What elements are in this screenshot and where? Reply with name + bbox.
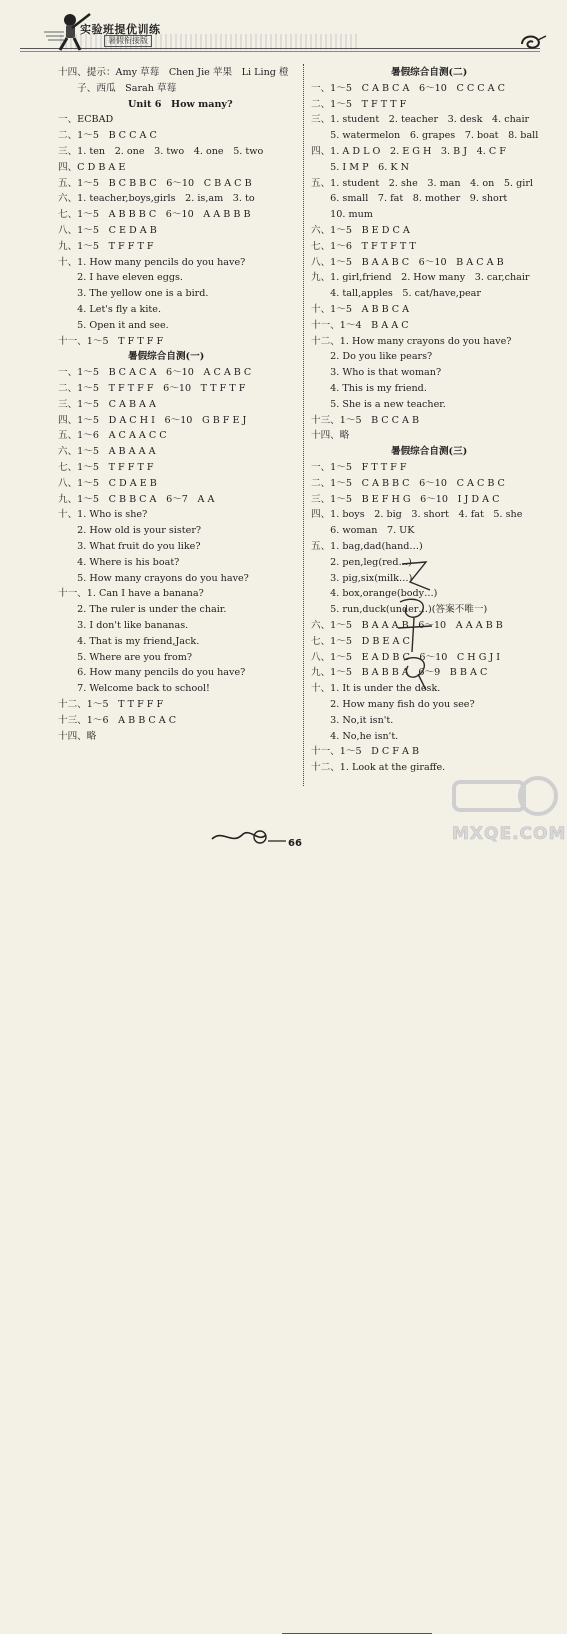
answer-line: 5. watermelon 6. grapes 7. boat 8. ball	[311, 130, 539, 142]
answer-line: 二、1～5 B C C A C	[58, 130, 157, 142]
answer-line: 2. pen,leg(red…)	[311, 556, 412, 568]
answer-line: 3. Who is that woman?	[311, 367, 442, 379]
watermark-logo-icon	[448, 768, 558, 828]
answer-line: 九、1～5 C B B C A 6～7 A A	[58, 493, 215, 505]
section-heading: 暑假综合自测(一)	[128, 351, 205, 363]
answer-line: 2. How many fish do you see?	[311, 699, 475, 710]
answer-line: 十一、1～5 T F T F F	[58, 335, 164, 347]
answer-line: 三、1～5 B E F H G 6～10 I J D A C	[311, 493, 500, 505]
answer-line: 三、1. ten 2. one 3. two 4. one 5. two	[58, 146, 264, 157]
answer-line: 七、1～5 A B B B C 6～10 A A B B B	[58, 209, 251, 221]
answer-line: 4. No,he isn't.	[311, 730, 399, 742]
section-heading: Unit 6 How many?	[128, 98, 233, 110]
answer-line: 10. mum	[311, 209, 373, 221]
answer-line: 八、1～5 E A D B C 6～10 C H G J I	[311, 651, 501, 663]
answer-line: 二、1～5 T F T F F 6～10 T T F T F	[58, 383, 246, 394]
handwritten-marks	[392, 556, 440, 696]
answer-line: 十三、1～5 B C C A B	[311, 414, 420, 426]
answer-line: 一、1～5 F T T F F	[311, 462, 407, 473]
answer-line: 6. woman 7. UK	[311, 525, 415, 537]
page-number: 66	[288, 838, 302, 849]
answer-line: 九、1～5 T F F T F	[58, 240, 154, 252]
answer-line: 六、1～5 B E D C A	[311, 225, 410, 236]
answer-line: 六、1～5 A B A A A	[58, 446, 156, 458]
section-heading: 暑假综合自测(三)	[391, 446, 468, 458]
answer-line: 一、ECBAD	[58, 114, 114, 126]
answer-line: 十、1. It is under the desk.	[311, 683, 441, 695]
answer-line: 五、1. bag,dad(hand…)	[311, 541, 423, 552]
answer-line: 4. box,orange(body…)	[311, 588, 438, 600]
site-watermark	[448, 768, 567, 850]
answer-line: 2. Do you like pears?	[311, 351, 433, 363]
answer-line: 二、1～5 C A B B C 6～10 C A C B C	[311, 477, 505, 489]
answer-line: 四、C D B A E	[58, 161, 126, 173]
header-rule-thin	[20, 51, 540, 52]
header-title: 实验班提优训练	[80, 23, 161, 36]
answer-line: 八、1～5 B A A B C 6～10 B A C A B	[311, 256, 504, 268]
answer-line: 2. I have eleven eggs.	[58, 272, 183, 284]
answer-line: 4. Let's fly a kite.	[58, 304, 162, 315]
answer-line: 6. small 7. fat 8. mother 9. short	[311, 193, 508, 205]
answer-line: 4. Where is his boat?	[58, 556, 180, 568]
page-header	[0, 0, 567, 60]
answer-line: 七、1～5 T F F T F	[58, 462, 154, 473]
answer-line: 十四、略	[311, 430, 350, 442]
answer-line: 十、1. Who is she?	[58, 509, 148, 521]
answer-line: 3. I don't like bananas.	[58, 620, 189, 631]
answer-line: 5. Where are you from?	[58, 651, 193, 663]
answer-line: 五、1～5 B C B B C 6～10 C B A C B	[58, 177, 252, 189]
answer-line: 十四、略	[58, 730, 97, 742]
answer-line: 八、1～5 C D A E B	[58, 477, 157, 489]
header-subtitle: 暑假衔接版	[104, 35, 152, 47]
answer-line: 八、1～5 C E D A B	[58, 225, 157, 236]
answer-line: 5. She is a new teacher.	[311, 398, 446, 410]
answer-line: 五、1. student 2. she 3. man 4. on 5. girl	[311, 177, 533, 189]
answer-line: 四、1. A D L O 2. E G H 3. B J 4. C F	[311, 146, 506, 157]
answer-line: 十一、1. Can I have a banana?	[58, 588, 204, 600]
answer-line: 五、1～6 A C A A C C	[58, 430, 167, 442]
answer-line: 九、1. girl,friend 2. How many 3. car,chair	[311, 272, 530, 284]
answer-line: 3. The yellow one is a bird.	[58, 288, 209, 300]
answer-line: 十二、1. Look at the giraffe.	[311, 762, 446, 774]
section-heading: 暑假综合自测(二)	[391, 67, 468, 78]
answer-line: 3. What fruit do you like?	[58, 541, 201, 552]
answer-line: 十二、1～5 T T F F F	[58, 699, 164, 710]
answer-line: 十三、1～6 A B B C A C	[58, 714, 177, 726]
watermark-text: MXQE.COM	[452, 824, 567, 844]
answer-line: 4. That is my friend,Jack.	[58, 635, 200, 647]
answer-line: 一、1～5 C A B C A 6～10 C C C A C	[311, 82, 505, 94]
swirl-icon	[518, 30, 548, 54]
answer-line: 子、西瓜 Sarah 草莓	[58, 82, 177, 94]
footer-ornament-icon	[210, 823, 290, 849]
answer-line: 十、1～5 A B B C A	[311, 304, 410, 315]
answer-line: 三、1～5 C A B A A	[58, 398, 156, 410]
answer-line: 3. No,it isn't.	[311, 714, 394, 726]
answer-line: 九、1～5 B A B B A 6～9 B B A C	[311, 667, 488, 679]
answer-line: 5. Open it and see.	[58, 319, 169, 331]
answer-line: 六、1～5 B A A A B 6～10 A A A B B	[311, 620, 503, 631]
answer-line: 十一、1～5 D C F A B	[311, 746, 420, 758]
answer-line: 二、1～5 T F T T F	[311, 98, 407, 110]
answer-line: 2. The ruler is under the chair.	[58, 604, 227, 616]
answer-line: 3. pig,six(milk…)	[311, 572, 413, 584]
answer-line: 4. This is my friend.	[311, 383, 427, 394]
answer-line: 4. tall,apples 5. cat/have,pear	[311, 288, 481, 300]
answer-line: 六、1. teacher,boys,girls 2. is,am 3. to	[58, 193, 255, 205]
answer-line: 5. How many crayons do you have?	[58, 572, 249, 584]
answer-line: 十一、1～4 B A A C	[311, 319, 409, 331]
answer-line: 七、1～6 T F T F T T	[311, 240, 416, 252]
answer-line: 一、1～5 B C A C A 6～10 A C A B C	[58, 367, 252, 379]
answer-line: 三、1. student 2. teacher 3. desk 4. chair	[311, 114, 530, 126]
header-rule	[20, 48, 540, 49]
answer-line: 6. How many pencils do you have?	[58, 667, 246, 679]
column-divider	[303, 64, 304, 786]
answer-line: 四、1. boys 2. big 3. short 4. fat 5. she	[311, 509, 523, 521]
answer-line: 十二、1. How many crayons do you have?	[311, 335, 512, 347]
answer-line: 5. I M P 6. K N	[311, 161, 409, 173]
answer-line: 十四、提示：Amy 草莓 Chen Jie 苹果 Li Ling 橙	[58, 67, 289, 78]
answer-line: 5. run,duck(under…)(答案不唯一)	[311, 604, 488, 616]
answer-line: 七、1～5 D B E A C	[311, 635, 410, 647]
answer-line: 十、1. How many pencils do you have?	[58, 256, 246, 268]
answer-line: 2. How old is your sister?	[58, 525, 202, 537]
answer-line: 7. Welcome back to school!	[58, 683, 210, 695]
answer-line: 四、1～5 D A C H I 6～10 G B F E J	[58, 414, 247, 426]
